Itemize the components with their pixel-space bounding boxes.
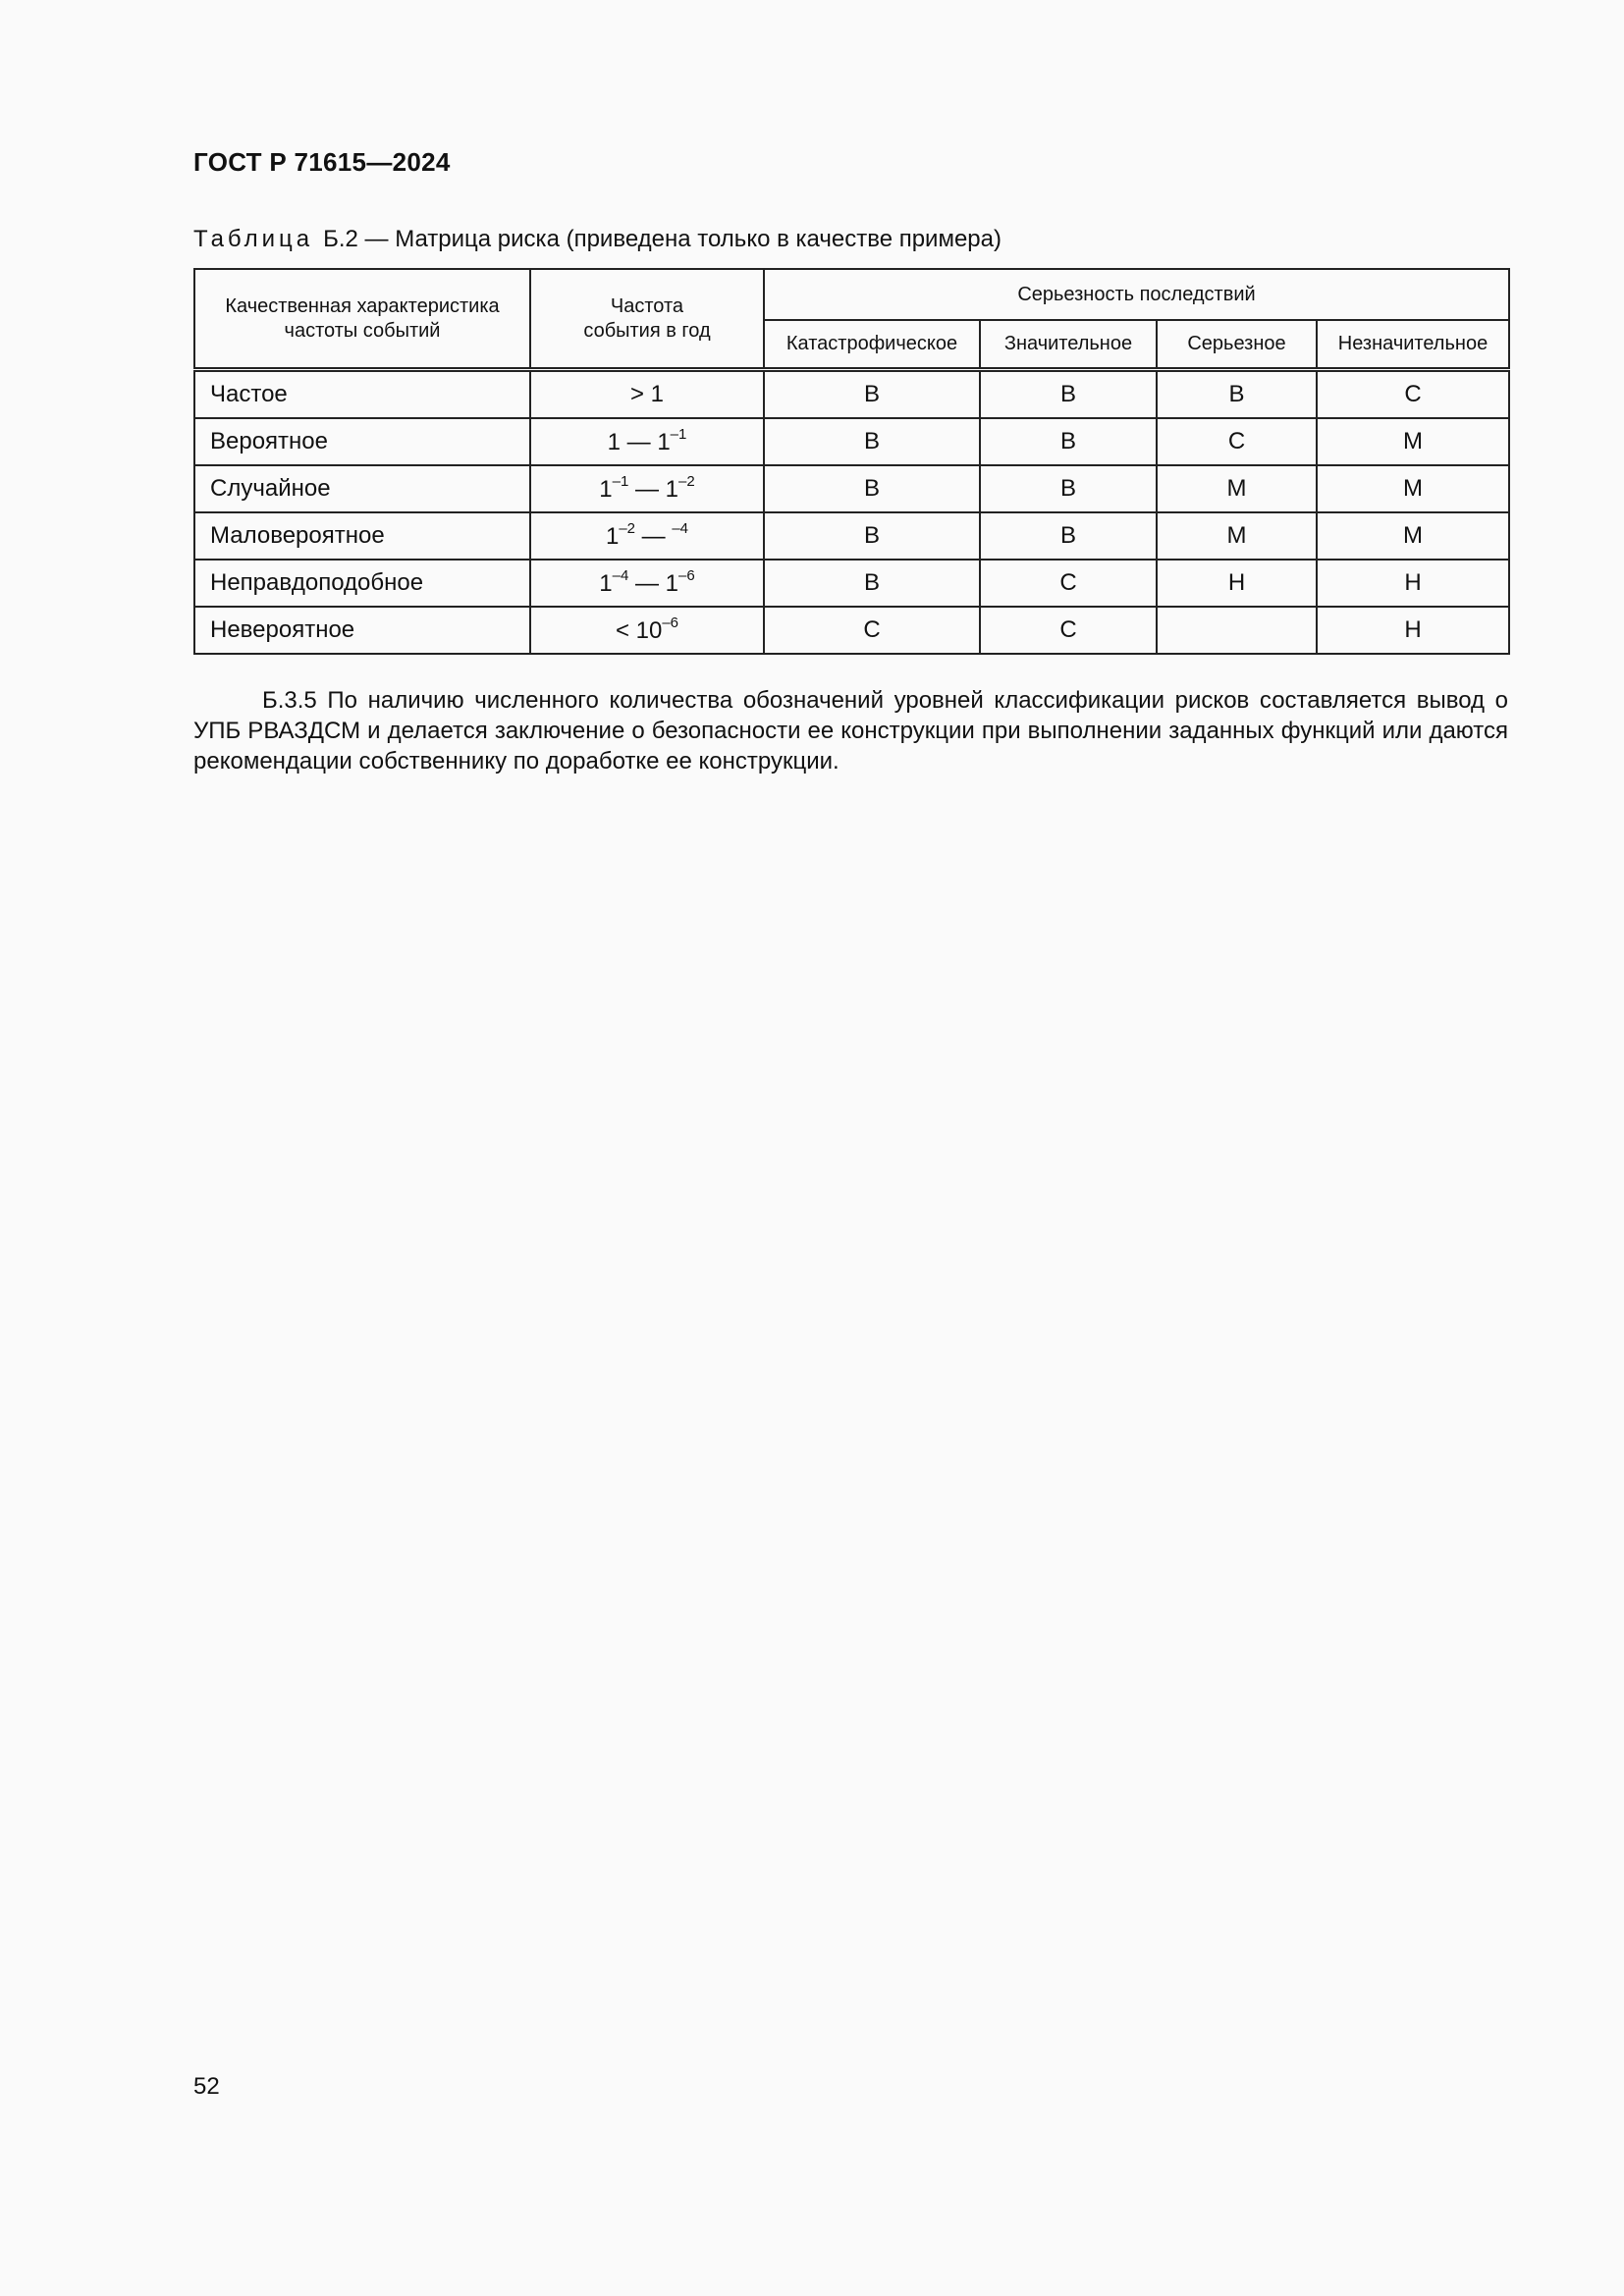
col-header-frequency: Частота события в год [530, 269, 764, 370]
risk-cell: Н [1317, 607, 1509, 654]
risk-cell: В [980, 465, 1157, 512]
risk-cell: В [764, 465, 980, 512]
row-frequency: 1 — $1^{-1}$ [530, 418, 764, 465]
risk-cell [1157, 607, 1317, 654]
col-header-severity-serious: Серьезное [1157, 320, 1317, 370]
table-row [194, 512, 1509, 560]
row-frequency: < $10^{-6}$ [530, 607, 764, 654]
risk-cell: М [1317, 512, 1509, 560]
col-header-severity-catastrophic: Катастрофическое [764, 320, 980, 370]
table-row [194, 465, 1509, 512]
row-frequency: $1^{-1}$ — $1^{-2}$ [530, 465, 764, 512]
risk-cell: С [764, 607, 980, 654]
row-name: Неправдоподобное [194, 560, 530, 607]
risk-matrix-table [193, 268, 1510, 655]
table-row [194, 418, 1509, 465]
row-name: Случайное [194, 465, 530, 512]
risk-cell: В [764, 370, 980, 419]
table-row [194, 607, 1509, 654]
page-number: 52 [193, 2073, 220, 2100]
risk-cell: Н [1157, 560, 1317, 607]
row-name: Вероятное [194, 418, 530, 465]
table-caption-label: Таблица [193, 226, 314, 252]
risk-cell: В [764, 512, 980, 560]
risk-cell: В [764, 418, 980, 465]
col-header-characteristic: Качественная характеристика частоты событий [194, 269, 530, 370]
row-frequency: $1^{-4}$ — $1^{-6}$ [530, 560, 764, 607]
risk-cell: С [1157, 418, 1317, 465]
risk-cell: М [1317, 465, 1509, 512]
col-header-severity-group: Серьезность последствий [764, 269, 1509, 320]
table-row [194, 560, 1509, 607]
table-caption-text: Б.2 — Матрица риска (приведена только в качестве примера) [323, 226, 1001, 252]
risk-cell: М [1157, 465, 1317, 512]
risk-cell: В [980, 418, 1157, 465]
risk-cell: М [1317, 418, 1509, 465]
risk-cell: С [980, 607, 1157, 654]
row-frequency: > 1 [530, 370, 764, 419]
row-name: Частое [194, 370, 530, 419]
col-header-severity-minor: Незначительное [1317, 320, 1509, 370]
document-header: ГОСТ Р 71615—2024 [193, 147, 451, 177]
risk-cell: В [764, 560, 980, 607]
row-name: Невероятное [194, 607, 530, 654]
risk-cell: С [980, 560, 1157, 607]
row-frequency: $1^{-2}$ — $^{-4}$ [530, 512, 764, 560]
table-caption [193, 226, 1001, 253]
table-row [194, 370, 1509, 419]
body-paragraph: Б.3.5 По наличию численного количества обозначений уровней классификации рисков составляется вывод о УПБ РВАЗДСМ и делается заключение о безопасности ее конструкции при выполнении заданных функций или даются рекомендации собственнику по доработке ее конструкции. [193, 687, 1508, 774]
risk-cell: В [980, 512, 1157, 560]
col-header-severity-significant: Значительное [980, 320, 1157, 370]
risk-cell: С [1317, 370, 1509, 419]
row-name: Маловероятное [194, 512, 530, 560]
risk-cell: М [1157, 512, 1317, 560]
risk-cell: В [1157, 370, 1317, 419]
risk-cell: Н [1317, 560, 1509, 607]
risk-cell: В [980, 370, 1157, 419]
